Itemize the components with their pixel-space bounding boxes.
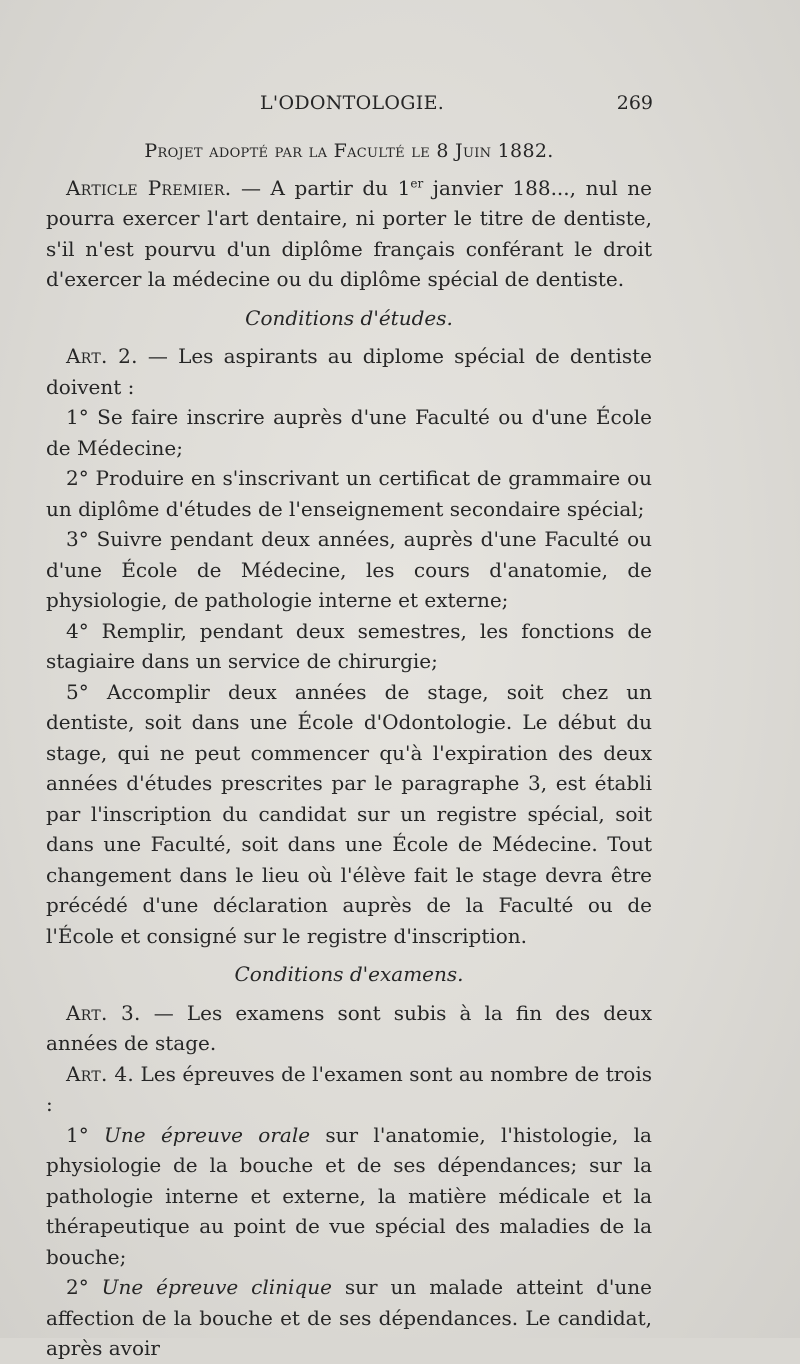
article-4-text: Les épreuves de l'examen sont au nombre de trois : — [46, 1061, 652, 1116]
list-item: 1° Se faire inscrire auprès d'une Faculté ou d'une École de Médecine; — [46, 405, 652, 460]
exam-item-number: 2° — [66, 1275, 102, 1299]
exam-item — [46, 1272, 652, 1364]
article-2-text: — Les aspirants au diplome spécial de dentiste doivent : — [46, 344, 652, 399]
article-1-text-b: janvier 188..., nul ne pourra exercer l'art dentaire, ni porter le titre de dentiste, s'il n'est pourvu d'un diplôme français conférant le droit d'exercer la médecine ou du diplôme spécial de dentiste. — [46, 175, 652, 291]
exam-item-text: sur un malade atteint d'une affection de la bouche et de ses dépendances. Le candidat, après avoir — [46, 1275, 652, 1360]
list-item: 5° Accomplir deux années de stage, soit chez un dentiste, soit dans une École d'Odontologie. Le début du stage, qui ne peut commencer qu'à l'expiration des deux années d'études prescrites par le paragraphe 3, est établi par l'inscription du candidat sur un registre spécial, soit dans une Faculté, soit dans une École de Médecine. Tout changement dans le lieu où l'élève fait le stage devra être précédé d'une déclaration auprès de la Faculté ou de l'École et consigné sur le registre d'inscription. — [46, 679, 652, 948]
article-4-label: Art. 4. — [66, 1061, 135, 1086]
exam-item-number: 1° — [66, 1122, 105, 1147]
article-3-label: Art. 3. — [66, 1000, 141, 1025]
page-header — [250, 92, 653, 120]
article-3 — [46, 998, 652, 1059]
article-2 — [46, 341, 652, 402]
article-2-label: Art. 2. — [66, 344, 138, 368]
page-number: 269 — [616, 92, 653, 114]
article-3-text: — Les examens sont subis à la fin des deux années de stage. — [46, 1000, 652, 1055]
section-title-examens: Conditions d'examens. — [234, 962, 464, 986]
body-text — [46, 136, 652, 1364]
list-item: 4° Remplir, pendant deux semestres, les fonctions de stagiaire dans un service de chirurgie; — [46, 618, 652, 673]
list-item: 3° Suivre pendant deux années, auprès d'une Faculté ou d'une École de Médecine, les cours d'anatomie, de physiologie, de pathologie interne et externe; — [46, 527, 652, 612]
exam-item-text: sur l'anatomie, l'histologie, la physiologie de la bouche et de ses dépendances; sur la pathologie interne et externe, la matière médicale et la thérapeutique au point de vue spécial des maladies de la bouche; — [46, 1122, 652, 1269]
article-1-label: Article Premier. — [66, 175, 232, 200]
list-item: 2° Produire en s'inscrivant un certificat de grammaire ou un diplôme d'études de l'enseignement secondaire spécial; — [46, 466, 652, 521]
section-title-etudes: Conditions d'études. — [245, 305, 453, 330]
article-1 — [46, 173, 652, 295]
article-1-text-a: — A partir du 1 — [231, 175, 411, 200]
document-heading: Projet adopté par la Faculté le 8 Juin 1882. — [144, 140, 554, 162]
exam-item-title: Une épreuve orale — [104, 1122, 311, 1147]
exam-item-title: Une épreuve clinique — [101, 1275, 332, 1299]
running-title: L'ODONTOLOGIE. — [260, 92, 445, 114]
exam-item — [46, 1120, 652, 1273]
article-4 — [46, 1059, 652, 1120]
article-1-sup: er — [410, 175, 424, 190]
